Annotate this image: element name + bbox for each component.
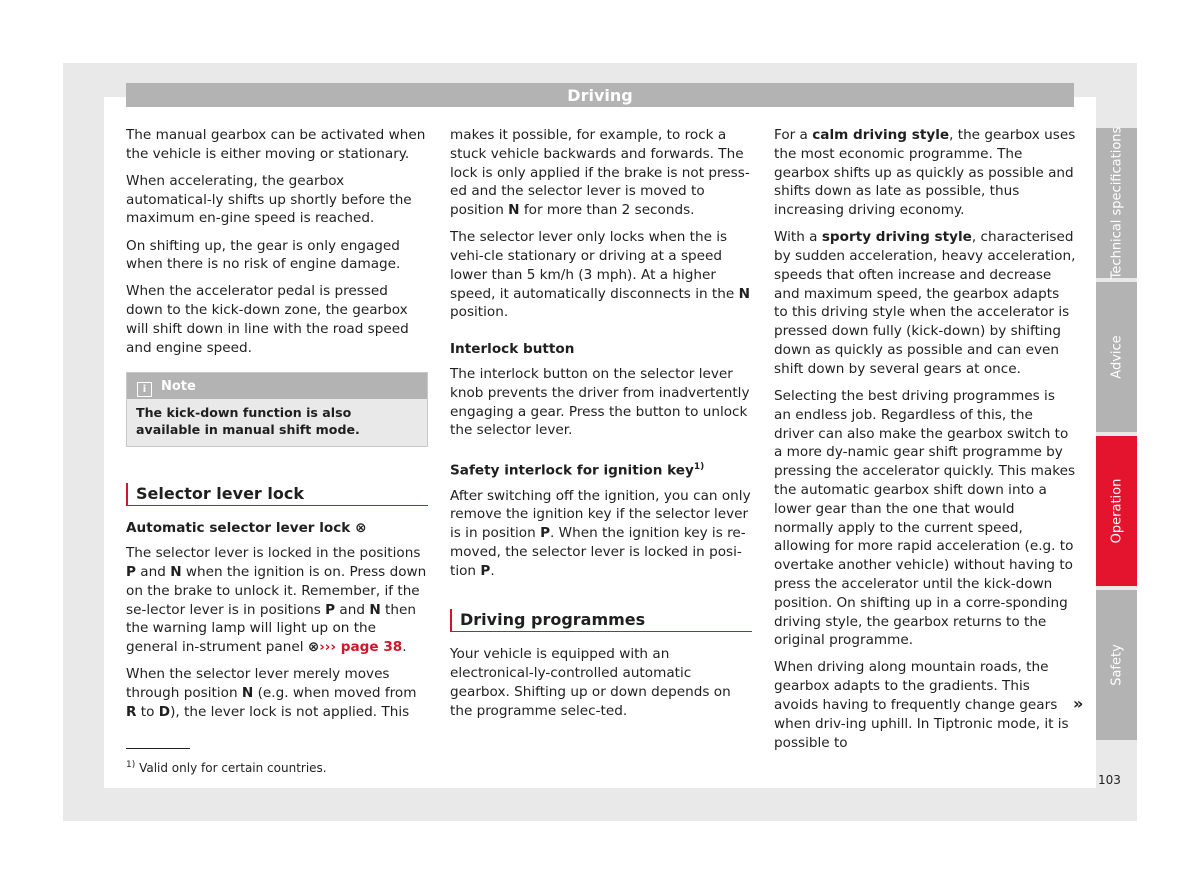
text: makes it possible, for example, to rock a stuck vehicle backwards and forwards. The lock is only applied if the brake is not press-ed and the selector lever is moved to position: [450, 127, 750, 219]
footnote-text: Valid only for certain countries.: [139, 761, 327, 775]
text: position.: [450, 304, 509, 321]
position-letter: P: [325, 601, 336, 618]
tab-label: Operation: [1109, 478, 1124, 544]
text: .: [490, 562, 495, 579]
subheading: [126, 519, 428, 538]
position-letter: P: [540, 525, 551, 542]
position-letter: P: [126, 564, 136, 581]
subheading-text: Automatic selector lever lock: [126, 520, 351, 537]
note-text: The kick-down function is also available in manual shift mode.: [136, 404, 360, 438]
page-number: 103: [1098, 773, 1121, 787]
paragraph: [450, 228, 752, 322]
position-letter: N: [508, 202, 520, 219]
selector-lock-icon: ⊗: [355, 520, 367, 537]
column-2: [450, 126, 752, 729]
footnote-mark: 1): [126, 760, 136, 770]
note-box: [126, 372, 428, 447]
tab-label: Technical specifications: [1109, 126, 1124, 280]
page-header: Driving: [126, 83, 1074, 107]
position-letter: D: [158, 703, 171, 720]
text: then the warning lamp will light up on the general in-strument panel: [126, 601, 416, 656]
paragraph: [126, 544, 428, 657]
tab-label: Safety: [1109, 644, 1124, 686]
footnote-ref: 1): [693, 462, 705, 473]
text: For a: [774, 127, 813, 143]
text: when the ignition is on. Press down on the brake to unlock it. Remember, if the se-lector lever is in positions: [126, 564, 427, 618]
text: With a: [774, 229, 822, 246]
paragraph: Selecting the best driving programmes is an endless job. Regardless of this, the driver can also make the gearbox switch to a more dy-namic gear shift programme by pressing the accelerator quickly. This makes the automatic gearbox shift down into a lower gear than the one that would normally apply to the current speed, allowing for more rapid acceleration (e.g. to overtake another vehicle) without having to press the accelerator until the kick-down position. On shifting up in a corre-sponding driving style, the gearbox returns to the original programme.: [774, 387, 1076, 649]
text: The selector lever is locked in the positions: [126, 545, 421, 562]
paragraph: When driving along mountain roads, the gearbox adapts to the gradients. This avoids having to frequently change gears when driv-ing uphill. In Tiptronic mode, it is possible to: [774, 659, 1069, 751]
text: , the gearbox uses the most economic programme. The gearbox shifts up as quickly as possible and shifts down as late as possible, thus increasing driving economy.: [774, 127, 1076, 219]
text: , characterised by sudden acceleration, heavy acceleration, speeds that often increase and decrease and maximum speed, the gearbox adapts to this driving style when the accelerator is pressed down fully (kick-down) by shifting down as quickly as possible and can even shift down by several gears at once.: [774, 229, 1076, 377]
tab-label: Advice: [1109, 335, 1124, 379]
text: and: [135, 564, 171, 581]
paragraph: When the accelerator pedal is pressed down to the kick-down zone, the gearbox will shift down in line with the road speed and engine speed.: [126, 283, 409, 356]
subheading-text: Safety interlock for ignition key: [450, 462, 694, 479]
position-letter: N: [241, 685, 254, 702]
subheading-safety-interlock: [450, 458, 752, 480]
page-link[interactable]: ››› page 38: [319, 639, 403, 656]
position-letter: N: [738, 285, 750, 302]
tab-technical-specifications[interactable]: [1096, 128, 1137, 278]
text: ), the lever lock is not applied. This: [170, 703, 410, 720]
text: The selector lever only locks when the is vehi-cle stationary or driving at a speed lower than 5 km/h (3 mph). At a higher speed, it automatically disconnects in the: [450, 229, 739, 302]
paragraph: [450, 126, 752, 220]
chapter-tabs: [1096, 128, 1137, 744]
paragraph: [450, 487, 752, 581]
tab-operation[interactable]: [1096, 436, 1137, 586]
position-letter: N: [170, 564, 182, 581]
text: (e.g. when moved from: [253, 685, 417, 702]
column-3: [774, 126, 1076, 761]
text: and: [335, 601, 370, 618]
paragraph: [774, 126, 1076, 220]
tab-advice[interactable]: [1096, 282, 1137, 432]
section-title-selector-lever-lock: Selector lever lock: [126, 483, 428, 507]
paragraph: On shifting up, the gear is only engaged when there is no risk of engine damage.: [126, 237, 401, 273]
paragraph: When accelerating, the gearbox automatical-ly shifts up shortly before the maximum en-gine speed is reached.: [126, 172, 412, 227]
footnote: [126, 760, 327, 775]
text: .: [402, 639, 407, 656]
paragraph: The manual gearbox can be activated when the vehicle is either moving or stationary.: [126, 127, 426, 162]
paragraph: [126, 665, 428, 721]
emphasis: calm driving style: [812, 127, 950, 143]
tab-safety[interactable]: [1096, 590, 1137, 740]
text: When the selector lever merely moves through position: [126, 666, 390, 702]
note-title: Note: [161, 378, 196, 394]
text: to: [136, 703, 159, 720]
column-1: [126, 126, 428, 730]
text: . When the ignition key is re-moved, the selector lever is locked in posi-tion: [450, 525, 746, 579]
paragraph: [774, 228, 1076, 378]
note-header: [127, 373, 427, 399]
section-title-driving-programmes: Driving programmes: [450, 609, 752, 633]
text: After switching off the ignition, you can only remove the ignition key if the selector lever is in position: [450, 487, 751, 542]
position-letter: P: [480, 562, 491, 579]
info-icon: i: [137, 382, 152, 397]
position-letter: R: [126, 703, 137, 720]
paragraph: The interlock button on the selector lever knob prevents the driver from inadvertently engaging a gear. Press the button to unlock the selector lever.: [450, 366, 750, 439]
selector-lock-icon: ⊗: [307, 639, 320, 656]
text: for more than 2 seconds.: [519, 202, 695, 219]
emphasis: sporty driving style: [821, 229, 972, 246]
position-letter: N: [369, 601, 381, 618]
footnote-divider: [126, 748, 190, 749]
continue-arrow-icon: »: [1073, 694, 1084, 713]
subheading-interlock-button: Interlock button: [450, 341, 575, 358]
paragraph: Your vehicle is equipped with an electronical-ly-controlled automatic gearbox. Shifting up or down depends on the programme selec-ted.: [450, 646, 731, 719]
